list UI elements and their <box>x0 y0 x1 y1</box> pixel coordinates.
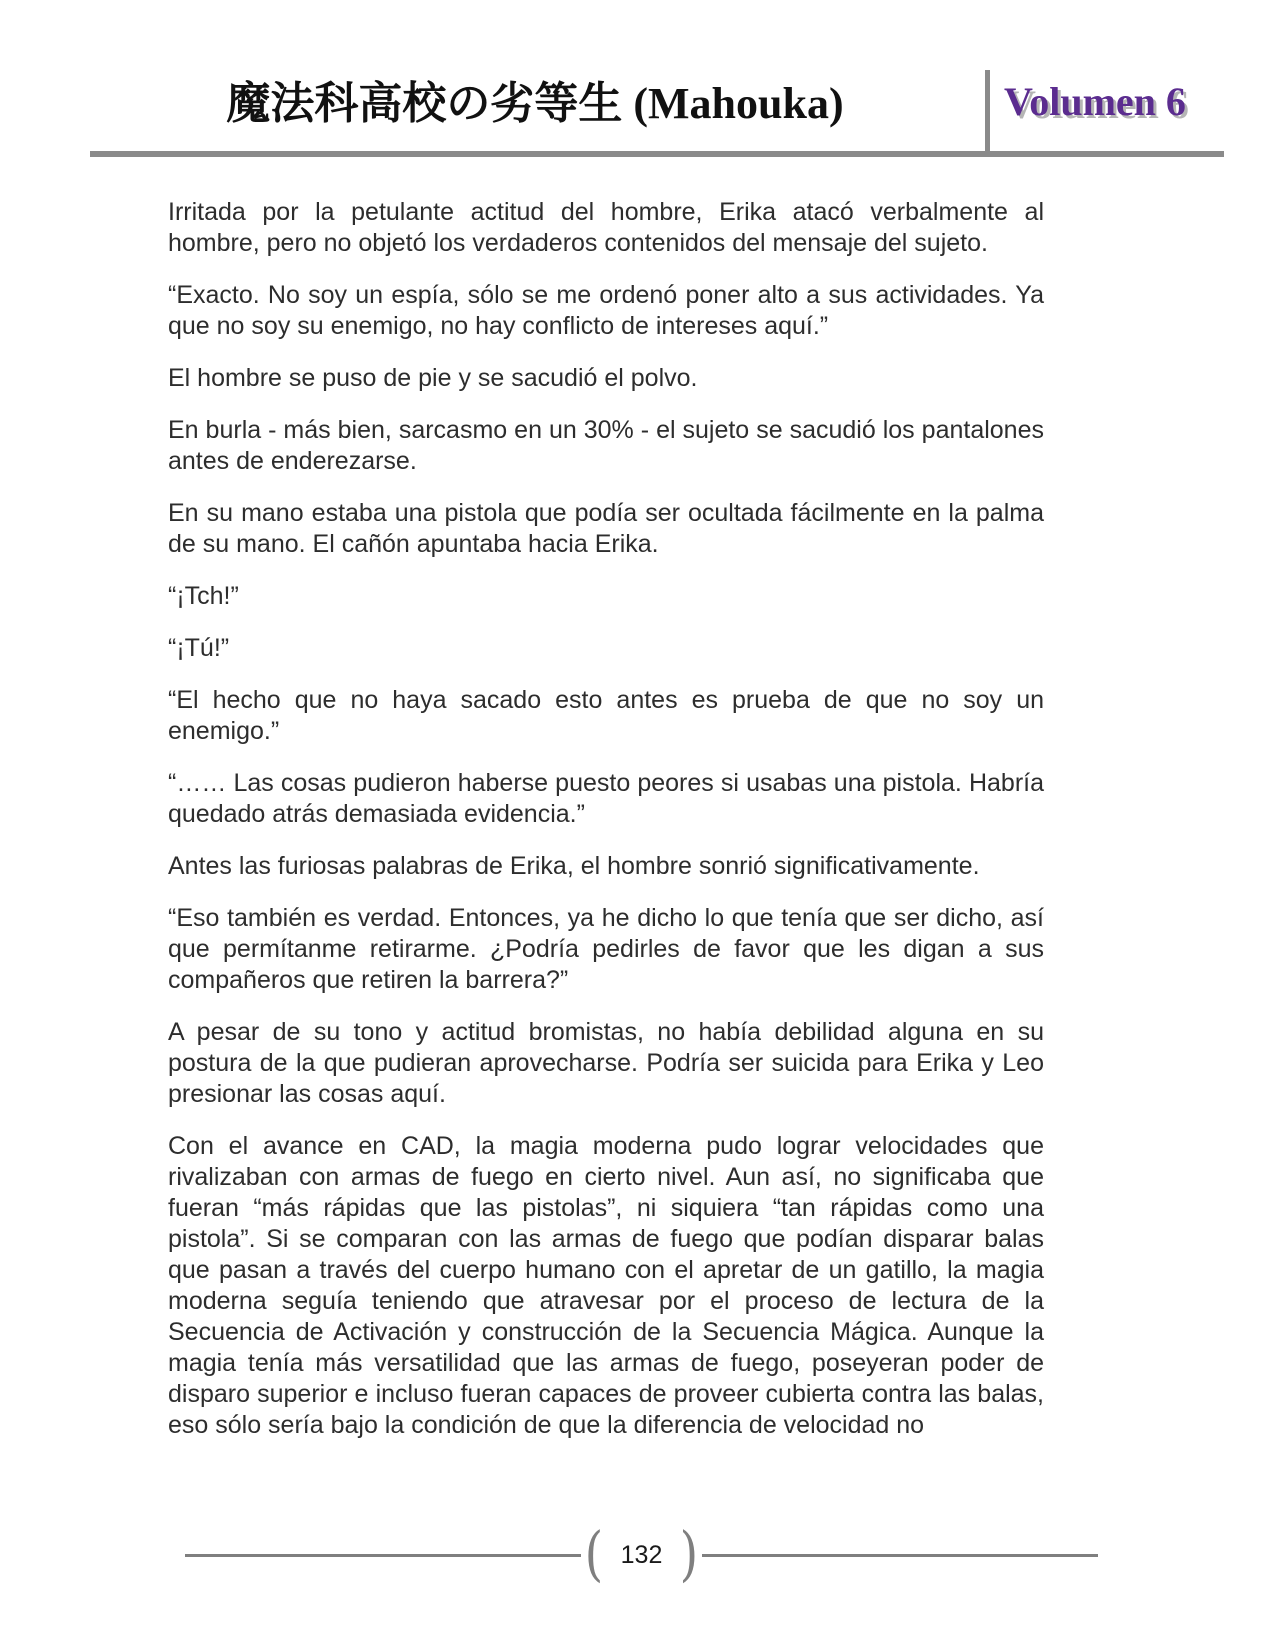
paragraph: “…… Las cosas pudieron haberse puesto peores si usabas una pistola. Habría quedado atrás demasiada evidencia.” <box>168 769 1044 828</box>
footer-right-bracket-icon: ) <box>679 1520 699 1589</box>
page-title: 魔法科高校の劣等生 (Mahouka) <box>226 79 844 128</box>
document-body <box>168 197 1044 1462</box>
paragraph: El hombre se puso de pie y se sacudió el polvo. <box>168 364 698 392</box>
page-number: 132 <box>620 1540 663 1569</box>
paragraph: “El hecho que no haya sacado esto antes es prueba de que no soy un enemigo.” <box>168 686 1044 745</box>
paragraph: “Exacto. No soy un espía, sólo se me ordenó poner alto a sus actividades. Ya que no soy su enemigo, no hay conflicto de intereses aquí.” <box>168 281 1044 340</box>
header-horizontal-rule <box>90 151 1224 157</box>
paragraph: Irritada por la petulante actitud del hombre, Erika atacó verbalmente al hombre, pero no objetó los verdaderos contenidos del mensaje del sujeto. <box>168 198 1044 257</box>
paragraph: “¡Tch!” <box>168 582 239 610</box>
paragraph: En su mano estaba una pistola que podía ser ocultada fácilmente en la palma de su mano. El cañón apuntaba hacia Erika. <box>168 499 1044 558</box>
header-vertical-divider <box>985 70 990 154</box>
footer-rule-left <box>185 1554 581 1557</box>
volume-label: Volumen 6 <box>1004 79 1186 124</box>
paragraph: Antes las furiosas palabras de Erika, el hombre sonrió significativamente. <box>168 852 980 880</box>
page-footer <box>185 1520 1098 1589</box>
footer-left-bracket-icon: ( <box>584 1520 604 1589</box>
paragraph: En burla - más bien, sarcasmo en un 30% - el sujeto se sacudió los pantalones antes de enderezarse. <box>168 416 1044 475</box>
paragraph: A pesar de su tono y actitud bromistas, no había debilidad alguna en su postura de la que pudieran aprovecharse. Podría ser suicida para Erika y Leo presionar las cosas aquí. <box>168 1018 1044 1108</box>
paragraph: “¡Tú!” <box>168 634 230 662</box>
paragraph: “Eso también es verdad. Entonces, ya he dicho lo que tenía que ser dicho, así que permítanme retirarme. ¿Podría pedirles de favor que les digan a sus compañeros que retiren la barrera?” <box>168 904 1044 994</box>
footer-rule-right <box>702 1554 1098 1557</box>
paragraph: Con el avance en CAD, la magia moderna pudo lograr velocidades que rivalizaban con armas de fuego en cierto nivel. Aun así, no significaba que fueran “más rápidas que las pistolas”, ni siquiera “tan rápidas como una pistola”. Si se comparan con las armas de fuego que podían disparar balas que pasan a través del cuerpo humano con el apretar de un gatillo, la magia moderna seguía teniendo que atravesar por el proceso de lectura de la Secuencia de Activación y construcción de la Secuencia Mágica. Aunque la magia tenía más versatilidad que las armas de fuego, poseyeran poder de disparo superior e incluso fueran capaces de proveer cubierta contra las balas, eso sólo sería bajo la condición de que la diferencia de velocidad no <box>168 1132 1044 1439</box>
